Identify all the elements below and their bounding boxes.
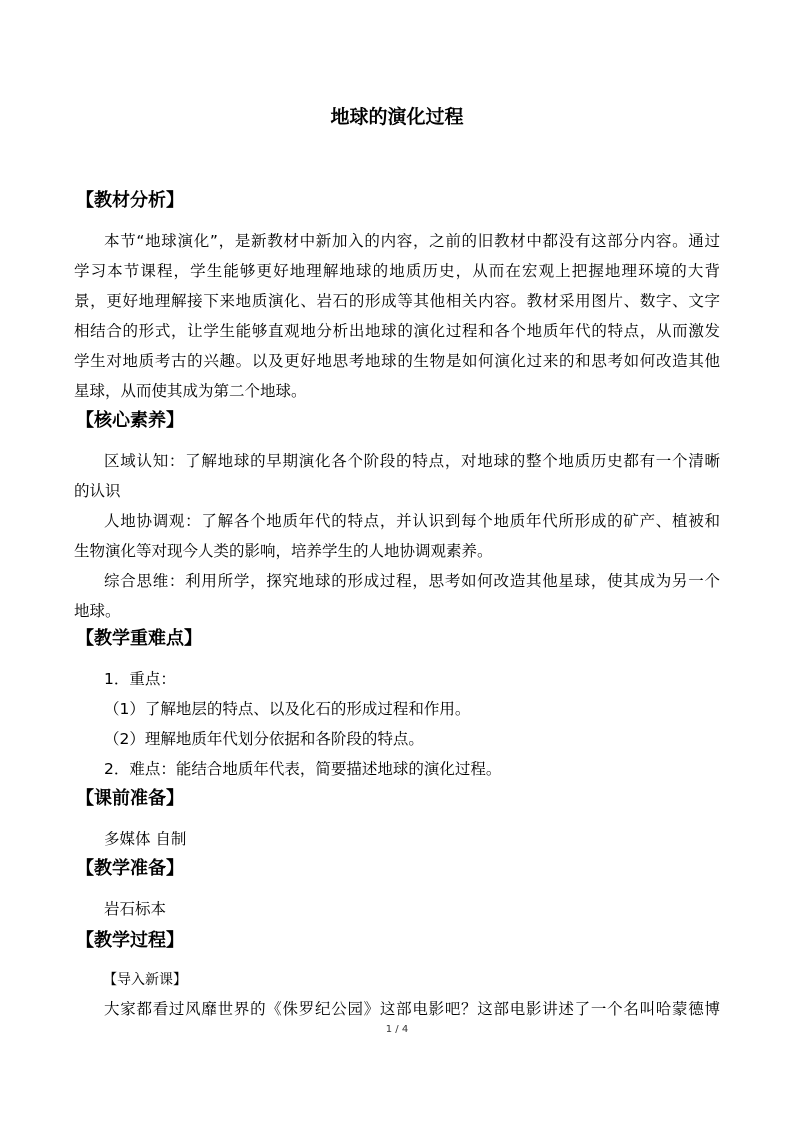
paragraph-line: 区域认知：了解地球的早期演化各个阶段的特点，对地球的整个地质历史都有一个清晰 [104,452,720,470]
subsection-heading-intro: 【导入新课】 [103,972,187,988]
paragraph-line: 学生对地质考古的兴趣。以及更好地思考地球的生物是如何演化过来的和思考如何改造其他 [74,352,720,370]
paragraph-line: 岩石标本 [104,900,167,918]
paragraph-line: 学习本节课程，学生能够更好地理解地球的地质历史，从而在宏观上把握地理环境的大背 [74,262,720,280]
document-title: 地球的演化过程 [330,106,464,128]
section-heading-key-points: 【教学重难点】 [76,628,202,649]
list-item: 1．重点： [104,670,176,688]
paragraph-line: 星球，从而使其成为第二个地球。 [74,382,307,400]
paragraph-line: 生物演化等对现今人类的影响，培养学生的人地协调观素养。 [74,542,493,560]
paragraph-line: 人地协调观：了解各个地质年代的特点，并认识到每个地质年代所形成的矿产、植被和 [104,512,720,530]
paragraph-line: 相结合的形式，让学生能够直观地分析出地球的演化过程和各个地质年代的特点，从而激发 [74,322,720,340]
section-heading-materials: 【教学准备】 [76,858,184,879]
paragraph-line: 的认识 [74,482,121,500]
list-item: （1）了解地层的特点、以及化石的形成过程和作用。 [104,700,471,718]
section-heading-literacy: 【核心素养】 [76,410,184,431]
section-heading-analysis: 【教材分析】 [76,190,184,211]
paragraph-line: 地球。 [74,602,121,620]
list-item: （2）理解地质年代划分依据和各阶段的特点。 [104,730,424,748]
paragraph-line: 多媒体 自制 [104,830,187,848]
paragraph-line: 本节“地球演化”，是新教材中新加入的内容，之前的旧教材中都没有这部分内容。通过 [104,232,720,250]
paragraph-line: 综合思维：利用所学，探究地球的形成过程，思考如何改造其他星球，使其成为另一个 [104,572,720,590]
page-number: 1 / 4 [385,1024,409,1035]
section-heading-pre-class: 【课前准备】 [76,788,184,809]
list-item: 2．难点：能结合地质年代表，简要描述地球的演化过程。 [104,760,502,778]
section-heading-process: 【教学过程】 [76,930,184,951]
paragraph-line: 景，更好地理解接下来地质演化、岩石的形成等其他相关内容。教材采用图片、数字、文字 [74,292,720,310]
paragraph-line: 大家都看过风靡世界的《侏罗纪公园》这部电影吧？这部电影讲述了一个名叫哈蒙德博 [104,1000,720,1018]
